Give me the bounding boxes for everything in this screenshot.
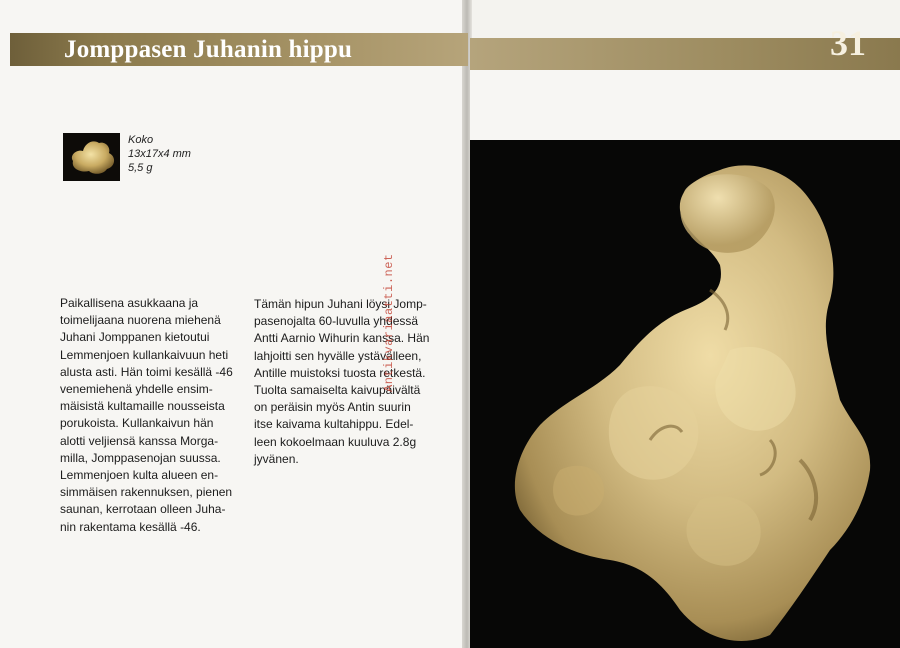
paragraph-line: Lemmenjoen kullankaivuun heti xyxy=(60,347,229,362)
paragraph-line: pasenojalta 60-luvulla yhdessä xyxy=(254,314,419,329)
specs-label: Koko xyxy=(128,134,154,146)
paragraph-line: alusta asti. Hän toimi kesällä -46 xyxy=(60,364,233,379)
nugget-thumbnail xyxy=(63,133,120,181)
paragraph-line: Tuolta samaiselta kaivupäivältä xyxy=(254,383,421,398)
text-column-1 xyxy=(60,295,233,536)
gold-nugget-photo xyxy=(470,140,900,648)
paragraph-line: on peräisin myös Antin suurin xyxy=(254,400,411,415)
specs-weight: 5,5 g xyxy=(128,162,153,174)
paragraph-line: porukoista. Kullankaivun hän xyxy=(60,416,214,431)
page-number: 31 xyxy=(830,23,866,63)
paragraph-line: venemiehenä yhdelle ensim- xyxy=(60,382,213,397)
paragraph-line: toimelijaana nuorena miehenä xyxy=(60,313,221,328)
paragraph-line: Tämän hipun Juhani löysi Jomp- xyxy=(254,297,427,311)
paragraph-line: alotti veljiensä kanssa Morga- xyxy=(60,433,219,448)
paragraph-line: lahjoitti sen hyvälle ystävälleen, xyxy=(254,348,422,363)
paragraph-line: Antti Aarnio Wihurin kanssa. Hän xyxy=(254,331,430,346)
watermark: Antikvariaatti.net xyxy=(382,253,396,392)
page-title: Jomppasen Juhanin hippu xyxy=(64,36,353,63)
paragraph-line: itse kaivama kultahippu. Edel- xyxy=(254,417,414,432)
nugget-specs xyxy=(128,133,191,175)
paragraph-line: Juhani Jomppanen kietoutui xyxy=(60,330,210,345)
paragraph-line: Paikallisena asukkaana ja xyxy=(60,296,199,310)
paragraph-line: jyvänen. xyxy=(254,451,299,466)
paragraph-line: simmäisen rakennuksen, pienen xyxy=(60,485,233,500)
paragraph-line: milla, Jomppasenojan suussa. xyxy=(60,450,221,465)
paragraph-line: leen kokoelmaan kuuluva 2.8g xyxy=(254,434,417,449)
paragraph-line: Lemmenjoen kulta alueen en- xyxy=(60,468,219,483)
paragraph-line: saunan, kerrotaan olleen Juha- xyxy=(60,502,226,517)
right-page-margin xyxy=(470,70,900,140)
paragraph-line: Antille muistoksi tuosta retkestä. xyxy=(254,365,426,380)
text-column-2 xyxy=(254,296,429,468)
paragraph-line: nin rakentama kesällä -46. xyxy=(60,519,201,534)
paragraph-line: mäisistä kultamaille nousseista xyxy=(60,399,225,414)
specs-dimensions: 13x17x4 mm xyxy=(128,148,191,160)
